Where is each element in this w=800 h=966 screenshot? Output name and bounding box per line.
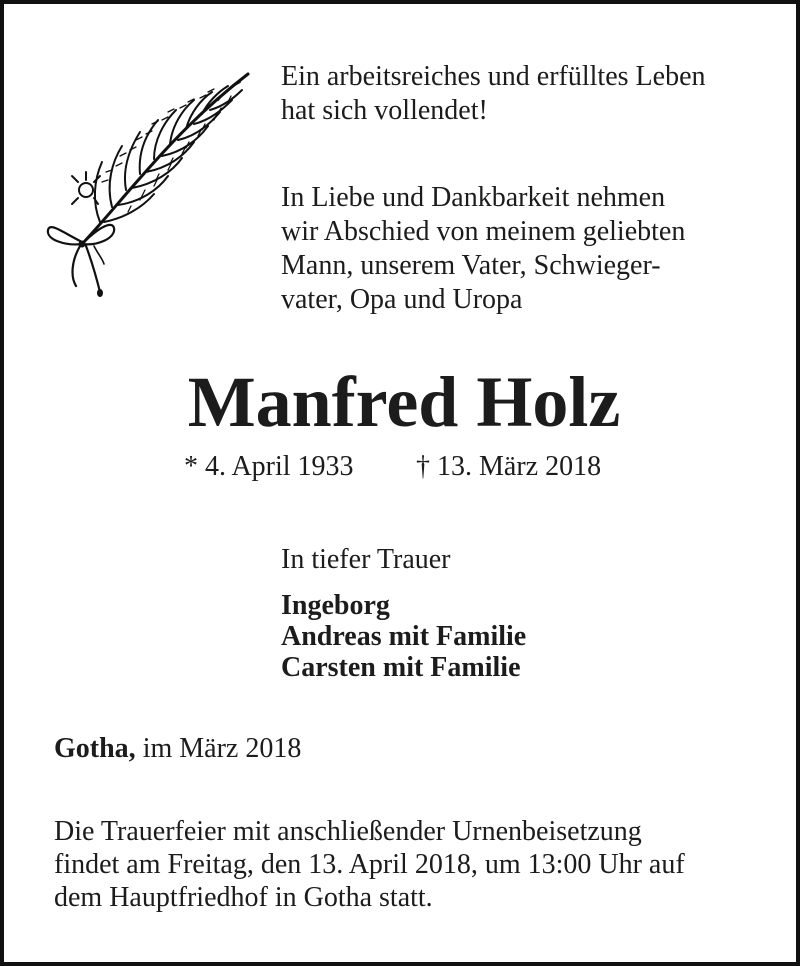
palm-frond-with-bow-icon: [42, 62, 260, 298]
service-line: Die Trauerfeier mit anschließender Urnenbeisetzung: [54, 816, 642, 847]
place-date: im März 2018: [135, 733, 302, 764]
mourner-name: Ingeborg: [281, 590, 390, 621]
farewell-line: In Liebe und Dankbarkeit nehmen: [281, 182, 666, 213]
farewell-text: [281, 181, 685, 317]
birth-date: * 4. April 1933: [184, 451, 354, 482]
death-date: † 13. März 2018: [416, 451, 602, 482]
place-city: Gotha,: [54, 733, 136, 764]
mourner-name: Carsten mit Familie: [281, 652, 521, 683]
intro-line: hat sich vollendet!: [281, 95, 488, 126]
farewell-line: vater, Opa und Uropa: [281, 284, 523, 315]
service-line: findet am Freitag, den 13. April 2018, um 13:00 Uhr auf: [54, 849, 685, 880]
mourners-list: [281, 590, 526, 683]
intro-line: Ein arbeitsreiches und erfülltes Leben: [281, 61, 706, 92]
deceased-name: Manfred Holz: [187, 362, 621, 442]
service-line: dem Hauptfriedhof in Gotha statt.: [54, 882, 433, 913]
mourner-name: Andreas mit Familie: [281, 621, 527, 652]
mourning-label: In tiefer Trauer: [281, 544, 451, 575]
place-and-date: [54, 732, 301, 766]
farewell-line: Mann, unserem Vater, Schwieger-: [281, 250, 661, 281]
intro-text: [281, 60, 706, 128]
funeral-service-info: [54, 815, 685, 914]
farewell-line: wir Abschied von meinem geliebten: [281, 216, 686, 247]
